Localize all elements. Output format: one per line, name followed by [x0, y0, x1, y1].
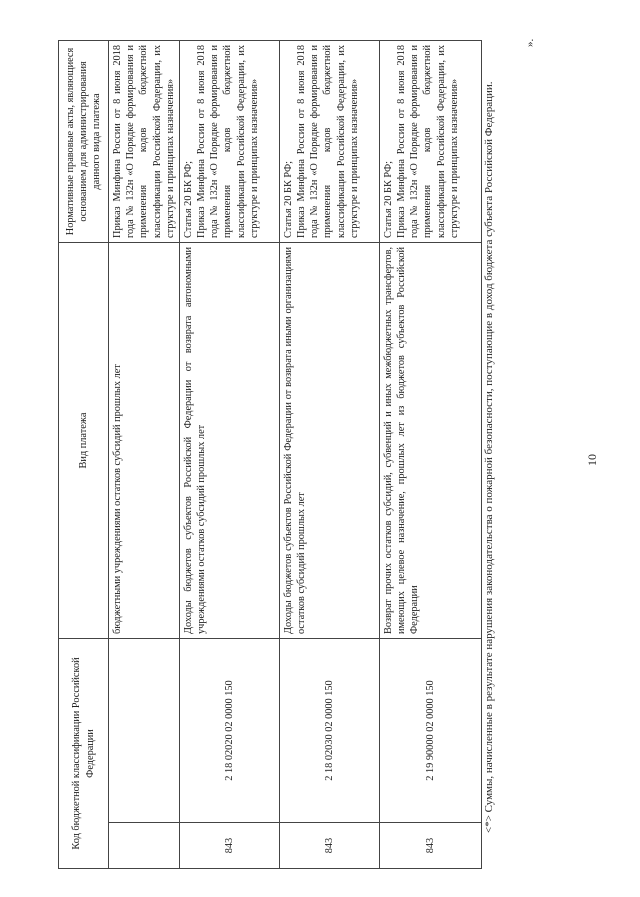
page-number: 10 [585, 454, 599, 466]
header-payment-type: Вид платежа [59, 242, 109, 638]
admin-code-cell: 843 [279, 823, 379, 869]
legal-acts-cell [379, 40, 481, 242]
payment-type-cell: бюджетными учреждениями остатков субсидий прошлых лет [109, 242, 180, 638]
admin-code-cell: 843 [179, 823, 279, 869]
legal-acts-cell [179, 40, 279, 242]
classification-code-cell: 2 19 90000 02 0000 150 [379, 638, 481, 822]
legal-acts-cell [109, 40, 180, 242]
admin-code-cell [109, 823, 180, 869]
legal-act-article: Статья 20 БК РФ; [182, 161, 194, 238]
header-legal-acts: Нормативные правовые акты, являющиеся основанием для администрирования данного вида платежа [59, 40, 109, 242]
budget-codes-table [58, 40, 482, 869]
payment-type-cell: Доходы бюджетов субъектов Российской Федерации от возврата автономными учреждениями остатков субсидий прошлых лет [179, 242, 279, 638]
classification-code-cell [109, 638, 180, 822]
header-code: Код бюджетной классификации Российской Федерации [59, 638, 109, 868]
legal-acts-cell [279, 40, 379, 242]
closing-quote-mark: ». [524, 38, 536, 47]
table-row [279, 40, 379, 868]
legal-act-article: Статья 20 БК РФ; [282, 161, 294, 238]
classification-code-cell: 2 18 02030 02 0000 150 [279, 638, 379, 822]
legal-act-order: Приказ Минфина России от 8 июня 2018 года № 132н «О Порядке формирования и применения кодов бюджетной классификации Российской Федерации, их структуре и принципах назначения» [112, 44, 176, 238]
legal-act-order: Приказ Минфина России от 8 июня 2018 года № 132н «О Порядке формирования и применения кодов бюджетной классификации Российской Федерации, их структуре и принципах назначения» [296, 44, 360, 238]
legal-act-article: Статья 20 БК РФ; [382, 161, 394, 238]
table-row [109, 40, 180, 868]
legal-act-order: Приказ Минфина России от 8 июня 2018 года № 132н «О Порядке формирования и применения кодов бюджетной классификации Российской Федерации, их структуре и принципах назначения» [396, 44, 460, 238]
classification-code-cell: 2 18 02020 02 0000 150 [179, 638, 279, 822]
table-row [179, 40, 279, 868]
table-header-row [59, 40, 109, 868]
footnote: <*> Суммы, начисленные в результате нарушения законодательства о пожарной безопасности, поступающие в доход бюджета субъекта Российской Федерации. [483, 81, 495, 833]
admin-code-cell: 843 [379, 823, 481, 869]
payment-type-cell: Возврат прочих остатков субсидий, субвенций и иных межбюджетных трансфертов, имеющих целевое назначение, прошлых лет из бюджетов субъектов Российской Федерации [379, 242, 481, 638]
payment-type-cell: Доходы бюджетов субъектов Российской Федерации от возврата иными организациями остатков субсидий прошлых лет [279, 242, 379, 638]
legal-act-order: Приказ Минфина России от 8 июня 2018 года № 132н «О Порядке формирования и применения кодов бюджетной классификации Российской Федерации, их структуре и принципах назначения» [196, 44, 260, 238]
table-row [379, 40, 481, 868]
